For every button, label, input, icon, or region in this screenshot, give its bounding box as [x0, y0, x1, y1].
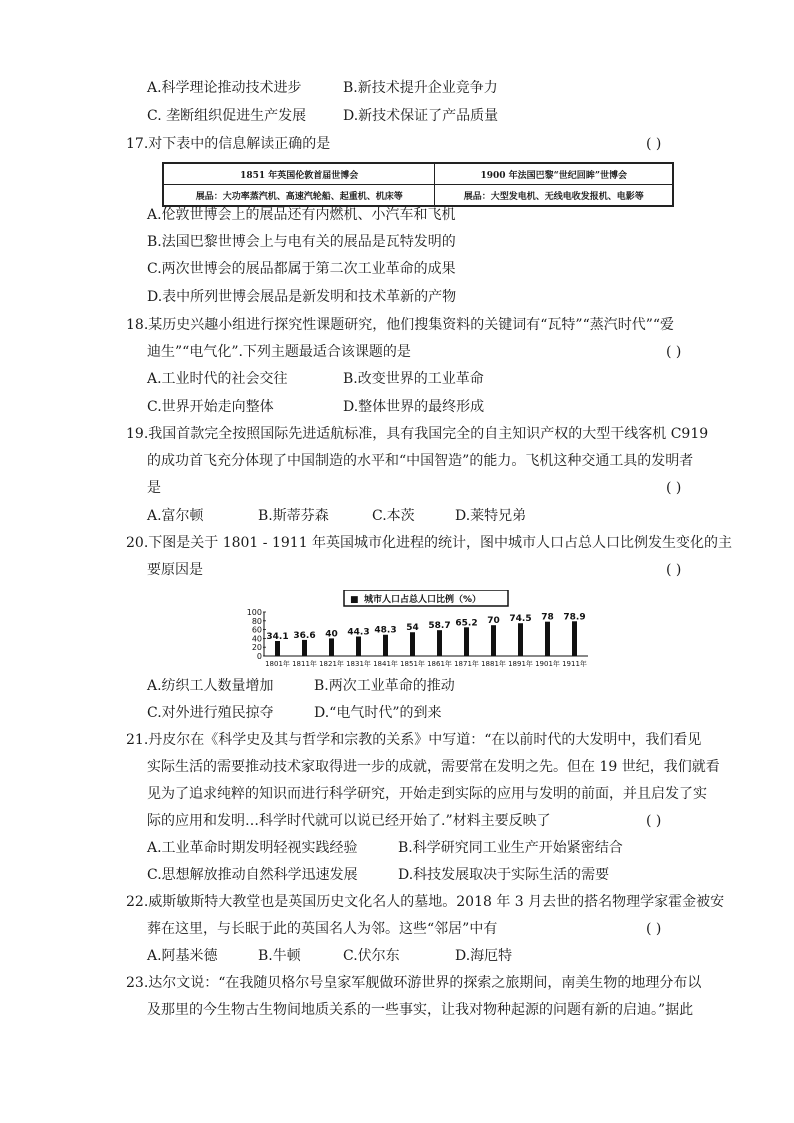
q17-stem: 17.对下表中的信息解读正确的是 — [126, 136, 331, 152]
q17-exhibit-table — [162, 162, 674, 207]
x-tick-label: 1861年 — [427, 660, 452, 668]
y-tick-label: 80 — [251, 616, 262, 626]
q21-stem-line1: 21.丹皮尔在《科学史及其与哲学和宗教的关系》中写道：“在以前时代的大发明中，我们看见 — [126, 732, 702, 748]
bar-value-label: 44.3 — [347, 627, 370, 638]
q20-option-a: A.纺织工人数量增加 — [147, 678, 274, 694]
q22-stem-line1: 22.威斯敏斯特大教堂也是英国历史文化名人的墓地。2018 年 3 月去世的搭名物理学家霍金被安 — [126, 894, 725, 910]
q22-option-b: B.牛顿 — [258, 948, 301, 964]
x-tick-label: 1871年 — [454, 660, 479, 668]
x-tick-label: 1901年 — [535, 660, 560, 668]
chart-bars — [265, 612, 587, 668]
bar — [383, 635, 388, 656]
q21-stem-line4: 际的应用和发明…科学时代就可以说已经开始了.”材料主要反映了 — [147, 813, 551, 829]
bar — [545, 622, 550, 656]
y-tick-label: 0 — [256, 652, 262, 661]
q16-option-a: A.科学理论推动技术进步 — [147, 80, 302, 96]
table-cell-paris: 展品：大型发电机、无线电收发报机、电影等 — [435, 185, 673, 207]
q18-option-b: B.改变世界的工业革命 — [343, 371, 484, 387]
bar — [410, 632, 415, 656]
q18-option-c: C.世界开始走向整体 — [147, 399, 274, 415]
q22-stem-line2: 葬在这里，与长眠于此的英国名人为邻。这些“邻居”中有 — [147, 921, 498, 937]
q19-answer-paren: ( ) — [666, 480, 682, 496]
x-tick-label: 1831年 — [346, 660, 371, 668]
q21-option-a: A.工业革命时期发明轻视实践经验 — [147, 840, 358, 856]
x-tick-label: 1801年 — [265, 660, 290, 668]
q16-option-c: C. 垄断组织促进生产发展 — [147, 108, 307, 124]
bar — [518, 623, 523, 656]
x-tick-label: 1811年 — [292, 660, 317, 668]
q20-option-b: B.两次工业革命的推动 — [314, 678, 455, 694]
q20-answer-paren: ( ) — [666, 562, 682, 578]
q23-stem-line2: 及那里的今生物古生物间地质关系的一些事实，让我对物种起源的问题有新的启迪。”据此 — [147, 1002, 694, 1018]
q18-stem-line1: 18.某历史兴趣小组进行探究性课题研究，他们搜集资料的关键词有“瓦特”“蒸汽时代”“爱 — [126, 317, 675, 333]
chart-legend-marker: ■ — [350, 595, 359, 605]
bar-value-label: 34.1 — [266, 631, 289, 642]
bar-value-label: 70 — [487, 616, 500, 627]
q21-option-d: D.科技发展取决于实际生活的需要 — [398, 867, 610, 883]
q17-option-d: D.表中所列世博会展品是新发明和技术革新的产物 — [147, 289, 457, 305]
q18-option-a: A.工业时代的社会交往 — [147, 371, 288, 387]
bar-value-label: 48.3 — [374, 625, 397, 636]
bar — [329, 638, 334, 656]
bar — [464, 627, 469, 656]
chart-title: 城市人口占总人口比例（%） — [364, 595, 482, 605]
bar-value-label: 78 — [541, 612, 554, 623]
y-tick-label: 20 — [251, 643, 262, 653]
y-tick-label: 100 — [246, 608, 262, 617]
q21-stem-line3: 见为了追求纯粹的知识而进行科学研究，开始走到实际的应用与发明的前面，并且启发了实 — [147, 786, 707, 802]
y-tick-label: 60 — [251, 625, 262, 635]
q19-option-b: B.斯蒂芬森 — [258, 508, 329, 524]
q18-option-d: D.整体世界的最终形成 — [343, 399, 485, 415]
q20-option-d: D.“电气时代”的到来 — [314, 705, 442, 721]
q18-answer-paren: ( ) — [666, 344, 682, 360]
bar — [356, 637, 361, 656]
table-header-paris: 1900 年法国巴黎“世纪回眸”世博会 — [435, 163, 673, 185]
q19-stem-line2: 的成功首飞充分体现了中国制造的水平和“中国智造”的能力。飞机这种交通工具的发明者 — [147, 453, 694, 469]
bar — [572, 621, 577, 656]
q17-option-b: B.法国巴黎世博会上与电有关的展品是瓦特发明的 — [147, 234, 456, 250]
bar — [491, 625, 496, 656]
table-cell-london: 展品：大功率蒸汽机、高速汽轮船、起重机、机床等 — [163, 185, 435, 207]
q22-answer-paren: ( ) — [646, 921, 662, 937]
q20-option-c: C.对外进行殖民掠夺 — [147, 705, 274, 721]
q19-option-d: D.莱特兄弟 — [455, 508, 527, 524]
bar-value-label: 58.7 — [428, 621, 451, 632]
x-tick-label: 1911年 — [562, 660, 587, 668]
q22-option-c: C.伏尔东 — [343, 948, 400, 964]
x-tick-label: 1841年 — [373, 660, 398, 668]
y-tick-label: 40 — [251, 634, 262, 644]
q19-option-c: C.本茨 — [372, 508, 415, 524]
q17-option-a: A.伦敦世博会上的展品还有内燃机、小汽车和飞机 — [147, 207, 456, 223]
bar — [302, 640, 307, 656]
q21-stem-line2: 实际生活的需要推动技术家取得进一步的成就，需要常在发明之先。但在 19 世纪，我们就看 — [147, 759, 720, 775]
q18-stem-line2: 迪生”“电气化”.下列主题最适合该课题的是 — [147, 344, 411, 360]
q17-answer-paren: ( ) — [646, 136, 662, 152]
q19-option-a: A.富尔顿 — [147, 508, 204, 524]
bar — [437, 630, 442, 656]
table-header-london: 1851 年英国伦敦首届世博会 — [163, 163, 435, 185]
q20-stem-line2: 要原因是 — [147, 562, 203, 578]
x-tick-label: 1881年 — [481, 660, 506, 668]
chart-title-box — [344, 590, 508, 606]
q20-stem-line1: 20.下图是关于 1801 - 1911 年英国城市化进程的统计，图中城市人口占总人口比例发生变化的主 — [126, 535, 733, 551]
bar-value-label: 36.6 — [293, 630, 316, 641]
urbanization-bar-chart — [240, 590, 592, 672]
q21-answer-paren: ( ) — [646, 813, 662, 829]
q17-option-c: C.两次世博会的展品都属于第二次工业革命的成果 — [147, 261, 456, 277]
x-tick-label: 1821年 — [319, 660, 344, 668]
bar-value-label: 74.5 — [509, 614, 532, 625]
x-tick-label: 1851年 — [400, 660, 425, 668]
bar-value-label: 54 — [406, 623, 419, 634]
q22-option-a: A.阿基米德 — [147, 948, 218, 964]
q23-stem-line1: 23.达尔文说：“在我随贝格尔号皇家军舰做环游世界的探索之旅期间，南美生物的地理分布以 — [126, 975, 702, 991]
q16-option-b: B.新技术提升企业竞争力 — [343, 80, 498, 96]
q21-option-c: C.思想解放推动自然科学迅速发展 — [147, 867, 358, 883]
bar-value-label: 78.9 — [563, 612, 586, 623]
q22-option-d: D.海厄特 — [455, 948, 513, 964]
q19-stem-line1: 19.我国首款完全按照国际先进适航标准，具有我国完全的自主知识产权的大型干线客机 C919 — [126, 426, 709, 442]
q19-stem-line3: 是 — [147, 480, 161, 496]
q21-option-b: B.科学研究同工业生产开始紧密结合 — [398, 840, 623, 856]
x-tick-label: 1891年 — [508, 660, 533, 668]
bar-value-label: 65.2 — [455, 618, 478, 629]
bar-value-label: 40 — [325, 629, 338, 640]
q16-option-d: D.新技术保证了产品质量 — [343, 108, 499, 124]
bar — [275, 641, 280, 656]
